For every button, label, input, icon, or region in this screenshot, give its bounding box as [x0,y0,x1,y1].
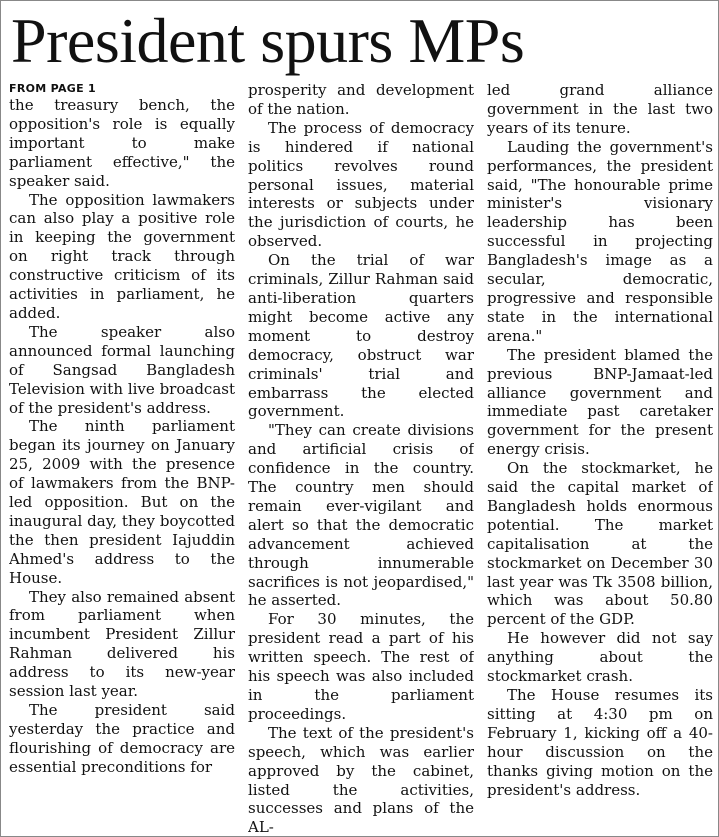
paragraph: The opposition lawmakers can also play a positive role in keeping the government on right track through constructive criticism of its activities in parliament, he added. [9,190,235,322]
paragraph: On the trial of war criminals, Zillur Rahman said anti-liberation quarters might become active any moment to destroy democracy, obstruct war criminals' trial and embarrass the elected government. [248,251,474,421]
article-body [9,81,712,837]
column-2 [248,81,474,837]
paragraph: For 30 minutes, the president read a part of his written speech. The rest of his speech was also included in the parliament proceedings. [248,610,474,723]
paragraph: The process of democracy is hindered if national politics revolves round personal issues, material interests or subjects under the jurisdiction of courts, he observed. [248,118,474,251]
paragraph: The House resumes its sitting at 4:30 pm on February 1, kicking off a 40-hour discussion on the thanks giving motion on the president's address. [487,686,713,799]
paragraph: The text of the president's speech, which was earlier approved by the cabinet, listed the activities, successes and plans of the AL- [248,723,474,837]
paragraph: He however did not say anything about the stockmarket crash. [487,629,713,686]
paragraph: The president blamed the previous BNP-Jamaat-led alliance government and immediate past caretaker government for the present energy crisis. [487,345,713,459]
paragraph: The ninth parliament began its journey on January 25, 2009 with the presence of lawmakers from the BNP-led opposition. But on the inaugural day, they boycotted the then president Iajuddin Ahmed's address to the House. [9,417,235,587]
headline: President spurs MPs [11,5,525,76]
continued-from-label: FROM PAGE 1 [9,82,97,95]
paragraph: the treasury bench, the opposition's role is equally important to make parliament effective," the speaker said. [9,96,235,190]
paragraph: prosperity and development of the nation. [248,81,474,118]
paragraph: They also remained absent from parliament when incumbent President Zillur Rahman delivered his address to its new-year session last year. [9,587,235,701]
paragraph: The speaker also announced formal launching of Sangsad Bangladesh Television with live broadcast of the president's address. [9,322,235,417]
paragraph: "They can create divisions and artificial crisis of confidence in the country. The country men should remain ever-vigilant and alert so that the democratic advancement achieved through innumerable sacrifices is not jeopardised," he asserted. [248,421,474,610]
column-3 [487,81,713,837]
paragraph: The president said yesterday the practice and flourishing of democracy are essential preconditions for [9,701,235,776]
paragraph: Lauding the government's performances, the president said, "The honourable prime minister's visionary leadership has been successful in projecting Bangladesh's image as a secular, democratic, progressive and responsible state in the international arena." [487,137,713,345]
paragraph: led grand alliance government in the last two years of its tenure. [487,81,713,137]
column-1 [9,81,235,837]
paragraph: On the stockmarket, he said the capital market of Bangladesh holds enormous potential. The market capitalisation at the stockmarket on December 30 last year was Tk 3508 billion, which was about 50.80 percent of the GDP. [487,459,713,629]
